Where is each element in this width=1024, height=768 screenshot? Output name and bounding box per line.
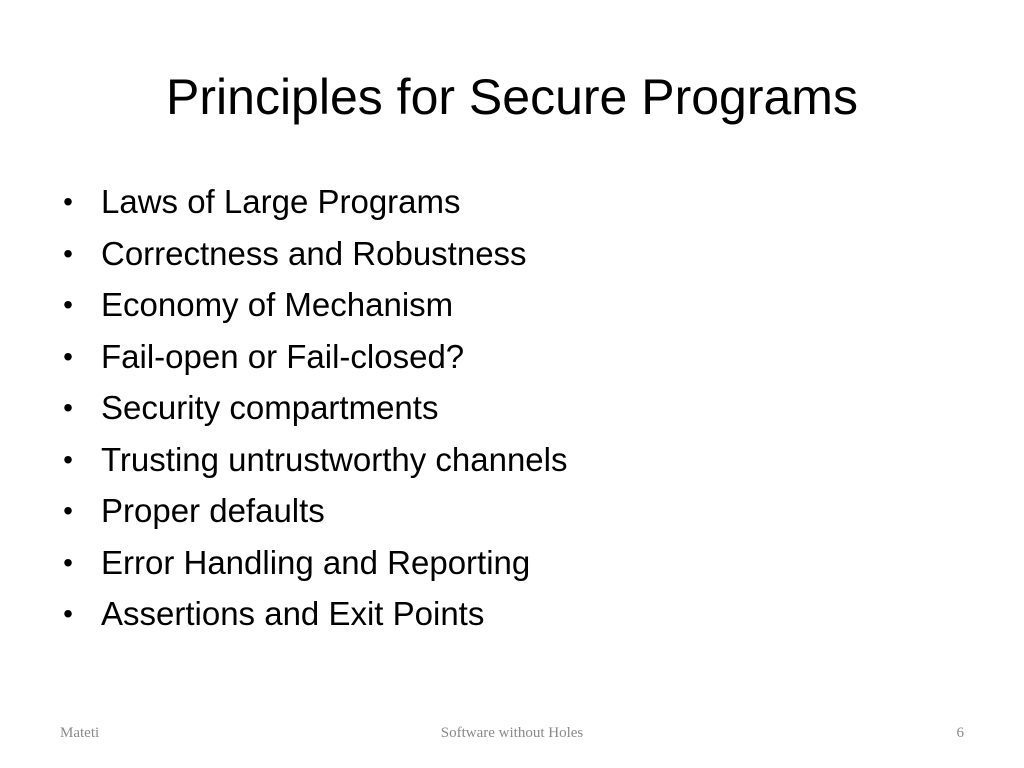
bullet-dot-icon: • <box>63 495 73 526</box>
bullet-item <box>58 434 958 486</box>
bullet-text: Security compartments <box>101 389 439 426</box>
footer-author: Mateti <box>60 725 100 741</box>
bullet-item <box>58 331 958 383</box>
footer-page-number: 6 <box>956 725 964 741</box>
bullet-dot-icon: • <box>63 289 73 320</box>
bullet-text: Error Handling and Reporting <box>101 543 531 581</box>
bullet-list <box>58 176 958 640</box>
slide-title: Principles for Secure Programs <box>166 69 858 125</box>
footer-course-title: Software without Holes <box>440 725 584 741</box>
bullet-dot-icon: • <box>63 443 73 475</box>
bullet-item <box>58 485 958 537</box>
bullet-item <box>58 176 958 228</box>
bullet-dot-icon: • <box>63 392 73 423</box>
bullet-text: Assertions and Exit Points <box>101 595 485 632</box>
bullet-text: Laws of Large Programs <box>101 183 461 220</box>
bullet-item <box>58 588 958 640</box>
bullet-dot-icon: • <box>63 340 73 372</box>
bullet-text: Fail-open or Fail-closed? <box>101 337 465 375</box>
bullet-dot-icon: • <box>63 546 73 578</box>
bullet-dot-icon: • <box>63 598 73 629</box>
bullet-text: Correctness and Robustness <box>101 234 527 272</box>
bullet-dot-icon: • <box>63 186 73 217</box>
bullet-text: Proper defaults <box>101 492 325 529</box>
bullet-item <box>58 537 958 589</box>
bullet-text: Economy of Mechanism <box>101 286 454 323</box>
bullet-item <box>58 228 958 280</box>
bullet-item <box>58 279 958 331</box>
bullet-text: Trusting untrustworthy channels <box>101 440 568 478</box>
bullet-item <box>58 382 958 434</box>
bullet-dot-icon: • <box>63 237 73 269</box>
